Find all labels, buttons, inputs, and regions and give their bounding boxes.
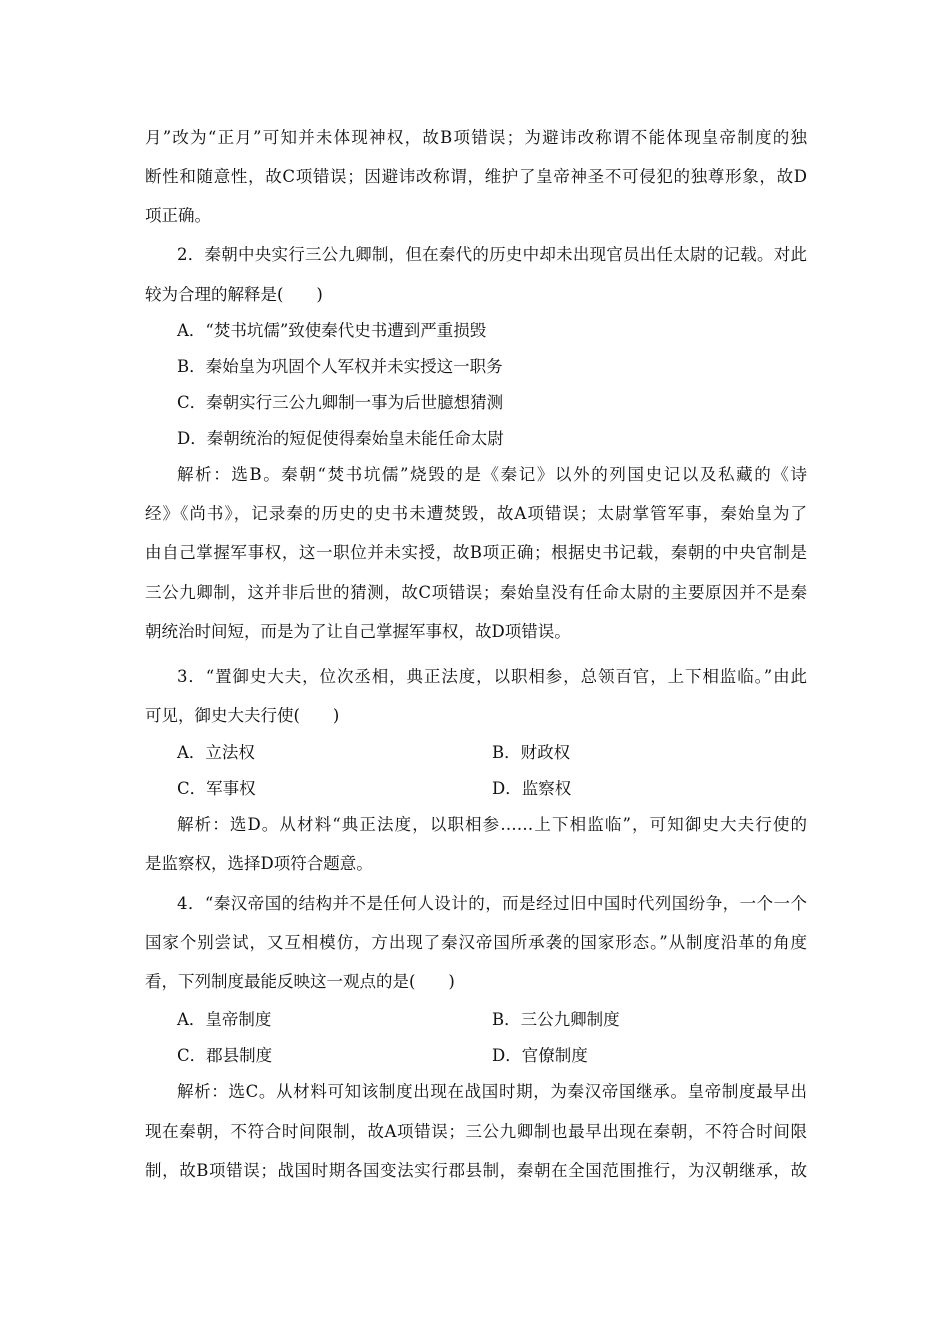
q4-stem-line: 国家个别尝试，又互相模仿，方出现了秦汉帝国所承袭的国家形态。”从制度沿革的角度 [145, 933, 807, 952]
q1-analysis-line: 断性和随意性，故C项错误；因避讳改称谓，维护了皇帝神圣不可侵犯的独尊形象，故D [145, 167, 807, 186]
q4-option-b: B．三公九卿制度 [492, 1010, 620, 1029]
q4-analysis-line: 解析：选C。从材料可知该制度出现在战国时期，为秦汉帝国继承。皇帝制度最早出 [177, 1082, 807, 1101]
q2-analysis-line: 经》《尚书》，记录秦的历史的史书未遭焚毁，故A项错误；太尉掌管军事，秦始皇为了 [145, 504, 807, 523]
q4-option-c: C．郡县制度 [177, 1046, 273, 1065]
q2-option-c: C．秦朝实行三公九卿制一事为后世臆想猜测 [177, 393, 504, 412]
q3-option-d: D．监察权 [492, 779, 572, 798]
q2-option-a: A．“焚书坑儒”致使秦代史书遭到严重损毁 [177, 321, 487, 340]
q2-analysis-line: 解析：选B。秦朝“焚书坑儒”烧毁的是《秦记》以外的列国史记以及私藏的《诗 [177, 465, 807, 484]
q2-option-d: D．秦朝统治的短促使得秦始皇未能任命太尉 [177, 429, 504, 448]
q2-analysis-line: 三公九卿制，这并非后世的猜测，故C项错误；秦始皇没有任命太尉的主要原因并不是秦 [145, 583, 807, 602]
q3-analysis-line: 是监察权，选择D项符合题意。 [145, 854, 373, 873]
q3-stem-line: 可见，御史大夫行使( ) [145, 706, 340, 725]
q4-analysis-line: 现在秦朝，不符合时间限制，故A项错误；三公九卿制也最早出现在秦朝，不符合时间限 [145, 1122, 807, 1141]
q2-analysis-line: 由自己掌握军事权，这一职位并未实授，故B项正确；根据史书记载，秦朝的中央官制是 [145, 543, 807, 562]
q3-stem-line: 3．“置御史大夫，位次丞相，典正法度，以职相参，总领百官，上下相监临。”由此 [177, 667, 807, 686]
q2-stem-line: 较为合理的解释是( ) [145, 285, 323, 304]
q4-analysis-line: 制，故B项错误；战国时期各国变法实行郡县制，秦朝在全国范围推行，为汉朝继承，故 [145, 1161, 807, 1180]
q1-analysis-line: 项正确。 [145, 206, 211, 225]
q4-stem-line: 4．“秦汉帝国的结构并不是任何人设计的，而是经过旧中国时代列国纷争，一个一个 [177, 894, 807, 913]
q2-analysis-line: 朝统治时间短，而是为了让自己掌握军事权，故D项错误。 [145, 622, 571, 641]
q4-option-a: A．皇帝制度 [177, 1010, 272, 1029]
q4-option-d: D．官僚制度 [492, 1046, 588, 1065]
q2-stem-line: 2．秦朝中央实行三公九卿制，但在秦代的历史中却未出现官员出任太尉的记载。对此 [177, 245, 807, 264]
q3-option-a: A．立法权 [177, 743, 255, 762]
q3-option-b: B．财政权 [492, 743, 571, 762]
q3-option-c: C．军事权 [177, 779, 256, 798]
q4-stem-line: 看，下列制度最能反映这一观点的是( ) [145, 972, 455, 991]
q3-analysis-line: 解析：选D。从材料“典正法度，以职相参……上下相监临”，可知御史大夫行使的 [177, 815, 807, 834]
q1-analysis-line: 月”改为“正月”可知并未体现神权，故B项错误；为避讳改称谓不能体现皇帝制度的独 [145, 128, 807, 147]
q2-option-b: B．秦始皇为巩固个人军权并未实授这一职务 [177, 357, 503, 376]
